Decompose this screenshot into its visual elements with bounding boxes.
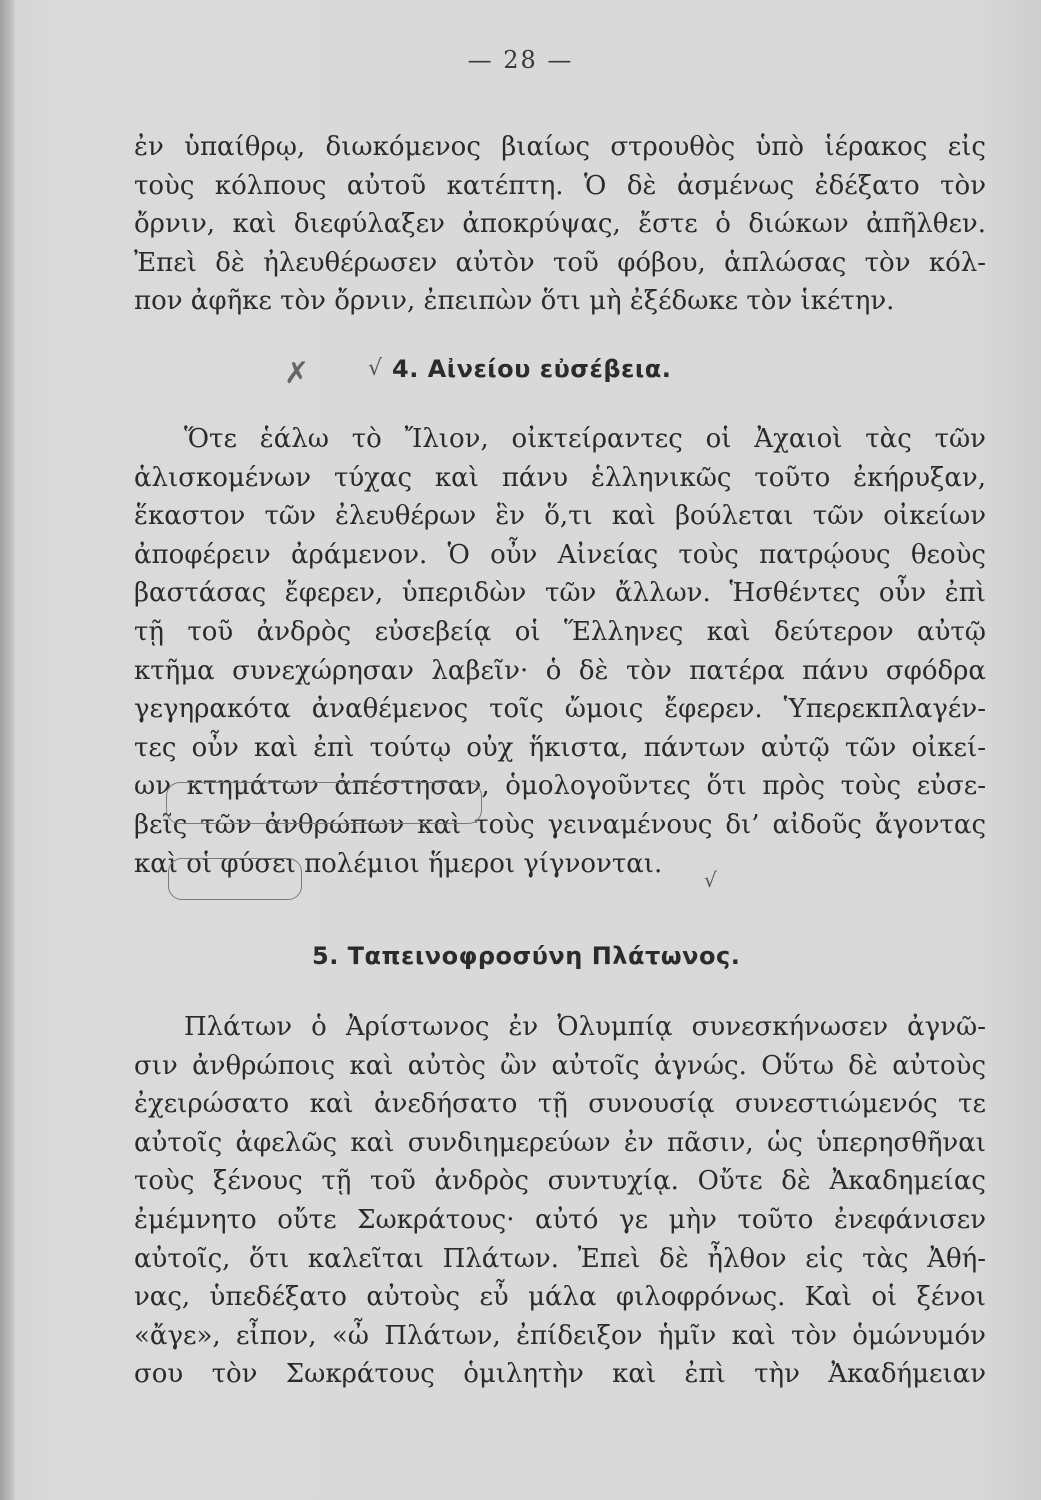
text-line: ἐν ὑπαίθρῳ, διωκόμενος βιαίως στρουθὸς ὑπὸ ἱέρακος εἰς [134,132,986,162]
text-line: ὄρνιν, καὶ διεφύλαξεν ἀποκρύψας, ἔστε ὁ διώκων ἀπῆλθεν. [134,209,986,240]
section5-text [134,1008,986,1394]
text-line: αὐτοῖς, ὅτι καλεῖται Πλάτων. Ἐπεὶ δὲ ἦλθον εἰς τὰς Ἀθή- [134,1243,986,1274]
text-line: τῇ τοῦ ἀνδρὸς εὐσεβείᾳ οἱ Ἕλληνες καὶ δεύτερον αὐτῷ [134,616,986,647]
section-4-heading: 4. Αἰνείου εὐσέβεια. [392,355,672,383]
check-mark-pencil: √ [368,356,383,381]
text-line: «ἄγε», εἶπον, «ὦ Πλάτων, ἐπίδειξον ἡμῖν καὶ τὸν ὁμώνυμόν [134,1320,986,1351]
text-line: σου τὸν Σωκράτους ὁμιλητὴν καὶ ἐπὶ τὴν Ἀκαδήμειαν [134,1359,986,1390]
section1-text [134,128,986,321]
text-line: ἀποφέρειν ἀράμενον. Ὁ οὖν Αἰνείας τοὺς πατρῴους θεοὺς [134,539,986,570]
text-line: γεγηρακότα ἀναθέμενος τοῖς ὤμοις ἔφερεν. Ὑπερεκπλαγέν- [134,694,986,725]
text-line: καὶ οἱ φύσει πολέμιοι ἥμεροι γίγνονται. [134,848,663,879]
text-line: βαστάσας ἔφερεν, ὑπεριδὼν τῶν ἄλλων. Ἡσθέντες οὖν ἐπὶ [134,578,986,609]
section-5-heading: 5. Ταπεινοφροσύνη Πλάτωνος. [312,942,741,970]
text-line: τοὺς κόλπους αὐτοῦ κατέπτη. Ὁ δὲ ἀσμένως ἐδέξατο τὸν [134,170,986,201]
text-line: τες οὖν καὶ ἐπὶ τούτῳ οὐχ ἥκιστα, πάντων αὐτῷ τῶν οἰκεί- [134,732,986,763]
text-line: βεῖς τῶν ἀνθρώπων καὶ τοὺς γειναμένους δι’ αἰδοῦς ἄγοντας [134,809,986,840]
text-line: Πλάτων ὁ Ἀρίστωνος ἐν Ὀλυμπίᾳ συνεσκήνωσεν ἀγνῶ- [184,1012,986,1042]
text-line: αὐτοῖς ἀφελῶς καὶ συνδιημερεύων ἐν πᾶσιν, ὡς ὑπερησθῆναι [134,1127,986,1158]
text-line: ἁλισκομένων τύχας καὶ πάνυ ἑλληνικῶς τοῦτο ἐκήρυξαν, [134,462,986,493]
text-line: ἐμέμνητο οὔτε Σωκράτους· αὐτό γε μὴν τοῦτο ἐνεφάνισεν [134,1204,986,1235]
check-mark-pencil: √ [704,868,717,892]
text-line: ἕκαστον τῶν ἐλευθέρων ἓν ὅ,τι καὶ βούλεται τῶν οἰκείων [134,501,986,532]
text-line: πον ἀφῆκε τὸν ὄρνιν, ἐπειπὼν ὅτι μὴ ἐξέδωκε τὸν ἱκέτην. [134,286,895,317]
pencil-bracket-annotation [166,782,482,824]
text-line: σιν ἀνθρώποις καὶ αὐτὸς ὢν αὐτοῖς ἀγνώς. Οὕτω δὲ αὐτοὺς [134,1050,986,1081]
text-line: κτῆμα συνεχώρησαν λαβεῖν· ὁ δὲ τὸν πατέρα πάνυ σφόδρα [134,655,986,686]
text-line: Ἐπεὶ δὲ ἠλευθέρωσεν αὐτὸν τοῦ φόβου, ἁπλώσας τὸν κόλ- [134,247,986,278]
page-edge-shadow [0,0,14,1500]
text-line: νας, ὑπεδέξατο αὐτοὺς εὖ μάλα φιλοφρόνως. Καὶ οἱ ξένοι [134,1282,986,1313]
text-line: Ὅτε ἑάλω τὸ Ἴλιον, οἰκτείραντες οἱ Ἀχαιοὶ τὰς τῶν [184,424,986,454]
text-line: ων κτημάτων ἀπέστησαν, ὁμολογοῦντες ὅτι πρὸς τοὺς εὐσε- [134,771,986,802]
text-line: τοὺς ξένους τῇ τοῦ ἀνδρὸς συντυχίᾳ. Οὔτε δὲ Ἀκαδημείας [134,1166,986,1197]
x-mark-pencil: ✗ [284,356,310,391]
pencil-bracket-annotation [168,858,302,900]
page-number: — 28 — [467,46,574,74]
text-line: ἐχειρώσατο καὶ ἀνεδήσατο τῇ συνουσίᾳ συνεστιώμενός τε [134,1089,986,1120]
